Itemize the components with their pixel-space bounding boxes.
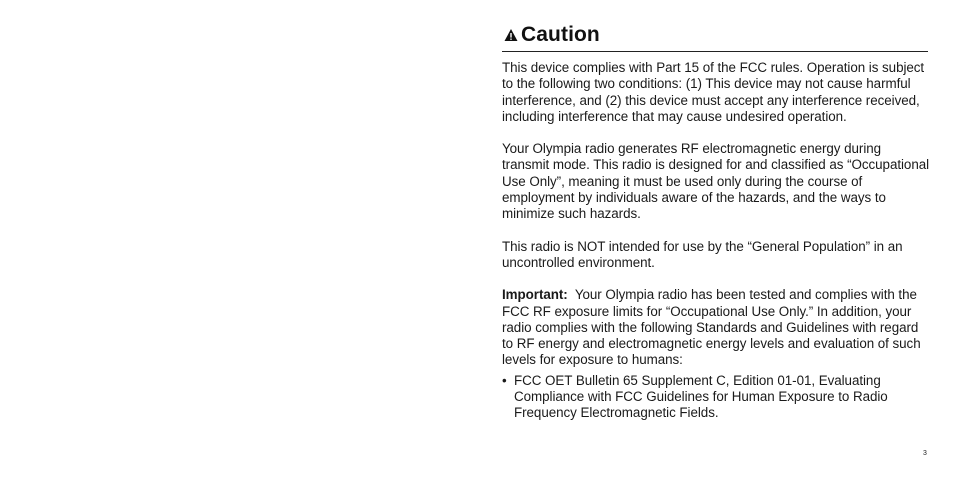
heading-divider: [502, 51, 928, 52]
manual-page: [502, 20, 930, 422]
list-item: [502, 373, 930, 422]
page-number: 3: [923, 450, 927, 457]
caution-title: Caution: [521, 23, 600, 46]
general-population-paragraph: This radio is NOT intended for use by the “General Population” in an uncontrolled environment.: [502, 238, 903, 270]
standards-list: [502, 373, 930, 422]
caution-heading: [502, 20, 930, 50]
fcc-part15-paragraph: This device complies with Part 15 of the FCC rules. Operation is subject to the following two conditions: (1) This device may not cause harmful interference, and (2) this device must accept any interference received, including interference that may cause undesired operation.: [502, 60, 925, 124]
bullet-text: FCC OET Bulletin 65 Supplement C, Edition 01-01, Evaluating Compliance with FCC Guidelines for Human Exposure to Radio Frequency Electromagnetic Fields.: [514, 372, 888, 421]
important-label: Important:: [502, 287, 568, 303]
important-paragraph: [502, 287, 930, 368]
important-text: Your Olympia radio has been tested and complies with the FCC RF exposure limits for “Occupational Use Only.” In addition, your radio complies with the following Standards and Guidelines with regard to RF energy and electromagnetic energy levels and evaluation of such levels for exposure to humans:: [502, 287, 921, 368]
bullet-marker: •: [502, 372, 507, 388]
rf-energy-paragraph: Your Olympia radio generates RF electromagnetic energy during transmit mode. This radio is designed for and classified as “Occupational Use Only”, meaning it must be used only during the course of employment by individuals aware of the hazards, and the ways to minimize such hazards.: [502, 141, 930, 222]
warning-triangle-icon: [504, 28, 518, 42]
